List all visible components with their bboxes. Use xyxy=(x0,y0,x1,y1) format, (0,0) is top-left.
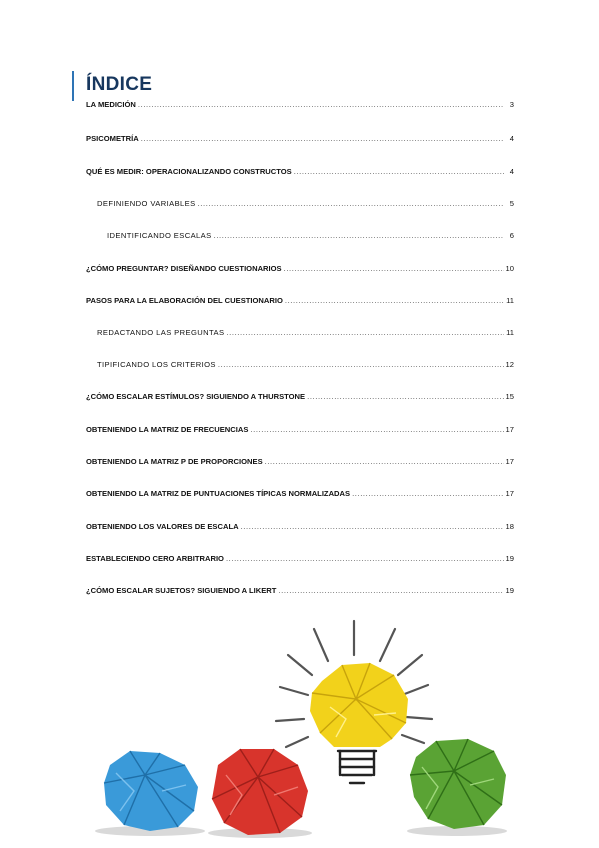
toc-entry[interactable] xyxy=(86,100,514,114)
toc-leader-dots xyxy=(294,167,504,176)
toc-entry-label: ¿CÓMO ESCALAR SUJETOS? SIGUIENDO A LIKERT xyxy=(86,586,277,595)
toc-entry-page: 5 xyxy=(509,199,514,208)
crumpled-blue-paper-icon xyxy=(104,751,198,831)
lightbulb-icon xyxy=(310,663,408,783)
toc-entry[interactable] xyxy=(86,457,514,471)
toc-entry-page: 18 xyxy=(505,522,514,531)
toc-entry[interactable] xyxy=(86,489,514,503)
toc-entry-label: REDACTANDO LAS PREGUNTAS xyxy=(97,328,225,337)
toc-entry-page: 11 xyxy=(506,296,514,305)
toc-leader-dots xyxy=(285,296,504,305)
toc-entry-label: OBTENIENDO LA MATRIZ DE PUNTUACIONES TÍPICAS NORMALIZADAS xyxy=(86,489,351,498)
toc-entry-label: QUÉ ES MEDIR: OPERACIONALIZANDO CONSTRUCTOS xyxy=(86,167,292,176)
toc-leader-dots xyxy=(138,100,504,109)
title-accent-bar xyxy=(72,71,74,101)
toc-entry-page: 10 xyxy=(505,264,514,273)
toc-entry-label: ESTABLECIENDO CERO ARBITRARIO xyxy=(86,554,224,563)
toc-entry[interactable] xyxy=(86,425,514,439)
toc-entry[interactable] xyxy=(97,328,514,342)
toc-leader-dots xyxy=(226,554,504,563)
toc-entry[interactable] xyxy=(86,167,514,181)
crumpled-red-paper-icon xyxy=(212,749,308,835)
toc-entry-page: 17 xyxy=(505,425,514,434)
crumpled-green-paper-icon xyxy=(410,739,506,829)
toc-entry-page: 17 xyxy=(505,457,514,466)
toc-leader-dots xyxy=(141,134,504,143)
toc-entry[interactable] xyxy=(86,296,514,310)
toc-entry-page: 19 xyxy=(505,554,514,563)
toc-leader-dots xyxy=(250,425,503,434)
toc-entry[interactable] xyxy=(86,392,514,406)
toc-leader-dots xyxy=(214,231,504,240)
toc-entry-label: LA MEDICIÓN xyxy=(86,100,136,109)
toc-leader-dots xyxy=(352,489,503,498)
toc-entry-label: ¿CÓMO PREGUNTAR? DISEÑANDO CUESTIONARIOS xyxy=(86,264,282,273)
toc-entry-page: 3 xyxy=(509,100,514,109)
toc-entry[interactable] xyxy=(86,586,514,600)
toc-entry[interactable] xyxy=(86,134,514,148)
toc-entry[interactable] xyxy=(97,199,514,213)
illustration xyxy=(90,615,520,840)
toc-entry-label: TIPIFICANDO LOS CRITERIOS xyxy=(97,360,216,369)
toc-entry-label: IDENTIFICANDO ESCALAS xyxy=(107,231,212,240)
toc-leader-dots xyxy=(278,586,503,595)
toc-entry[interactable] xyxy=(86,554,514,568)
page-title: ÍNDICE xyxy=(86,74,153,95)
toc-entry-page: 6 xyxy=(509,231,514,240)
toc-leader-dots xyxy=(307,392,503,401)
toc-entry-label: ¿CÓMO ESCALAR ESTÍMULOS? SIGUIENDO A THURSTONE xyxy=(86,392,306,401)
toc-entry-label: PASOS PARA LA ELABORACIÓN DEL CUESTIONARIO xyxy=(86,296,283,305)
toc-entry[interactable] xyxy=(107,231,514,245)
toc-entry-label: OBTENIENDO LOS VALORES DE ESCALA xyxy=(86,522,239,531)
toc-entry-label: PSICOMETRÍA xyxy=(86,134,139,143)
toc-leader-dots xyxy=(198,199,504,208)
toc-leader-dots xyxy=(284,264,504,273)
toc-leader-dots xyxy=(218,360,504,369)
toc-entry-label: DEFINIENDO VARIABLES xyxy=(97,199,196,208)
toc-entry-page: 15 xyxy=(505,392,514,401)
toc-leader-dots xyxy=(265,457,504,466)
toc-entry-page: 19 xyxy=(505,586,514,595)
toc-entry[interactable] xyxy=(86,264,514,278)
toc-entry[interactable] xyxy=(97,360,514,374)
toc-entry-page: 4 xyxy=(509,134,514,143)
toc-entry-page: 17 xyxy=(505,489,514,498)
toc-entry[interactable] xyxy=(86,522,514,536)
toc-entry-page: 12 xyxy=(505,360,514,369)
toc-entry-page: 11 xyxy=(506,328,514,337)
toc-leader-dots xyxy=(241,522,504,531)
toc-entry-page: 4 xyxy=(509,167,514,176)
toc-entry-label: OBTENIENDO LA MATRIZ DE FRECUENCIAS xyxy=(86,425,249,434)
toc-leader-dots xyxy=(226,328,504,337)
toc-entry-label: OBTENIENDO LA MATRIZ P DE PROPORCIONES xyxy=(86,457,263,466)
